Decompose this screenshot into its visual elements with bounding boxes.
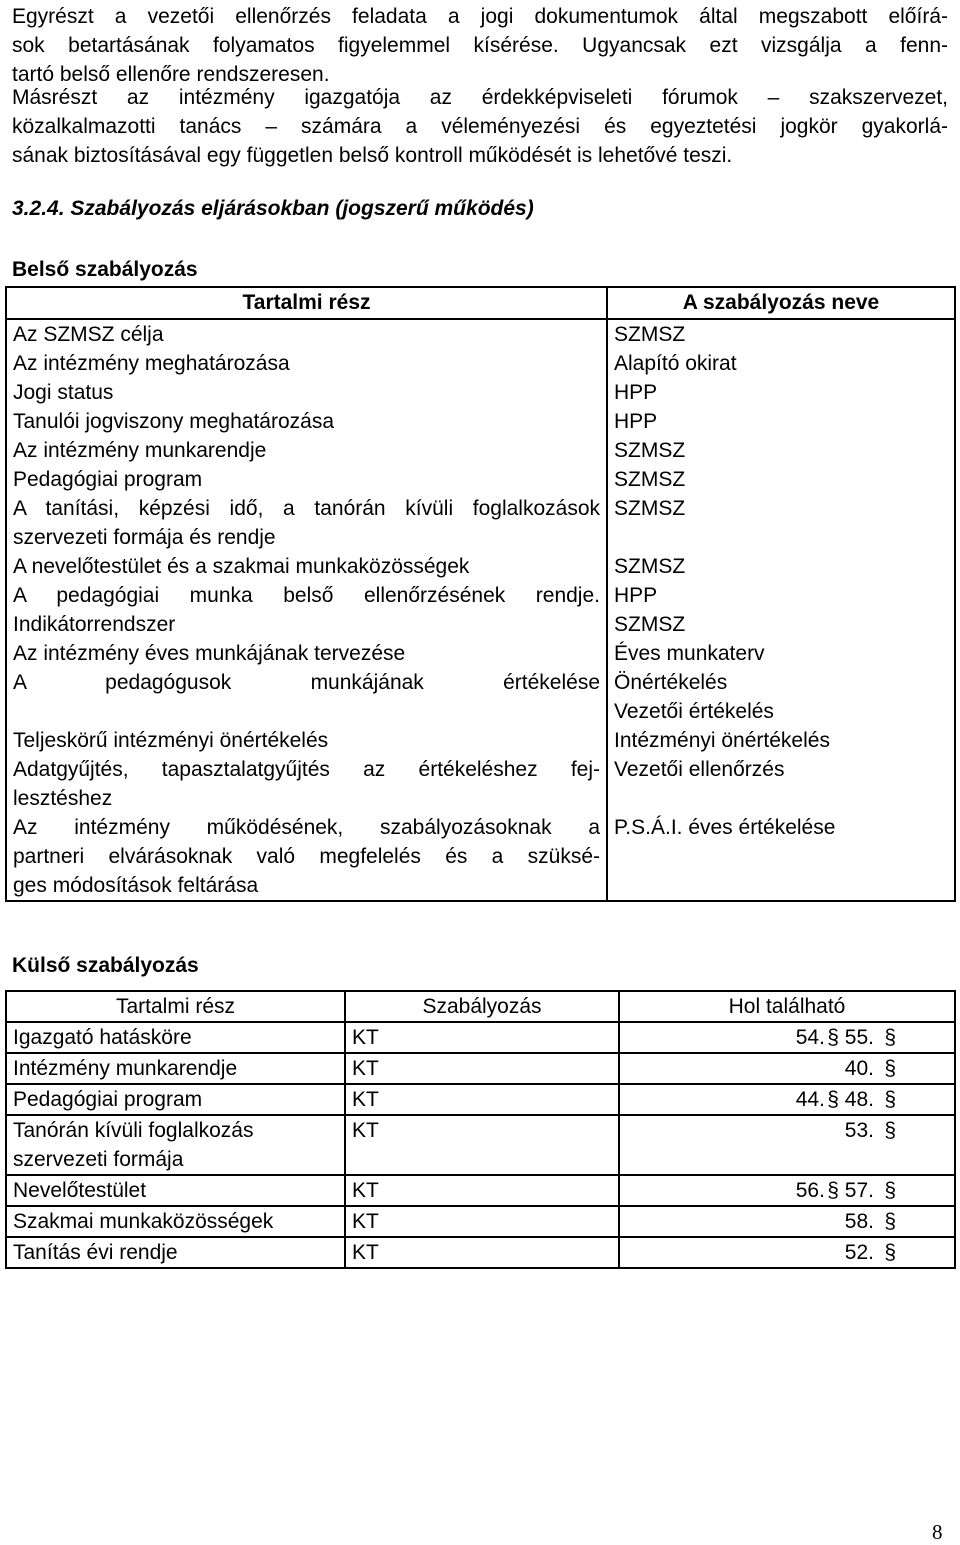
cell-line: A nevelőtestület és a szakmai munkaközösségek [13, 555, 470, 578]
cell-line: A pedagógusok munkájának értékelése [13, 671, 600, 694]
section-number: 40. [844, 1057, 874, 1080]
cell-line: Tanulói jogviszony meghatározása [13, 410, 335, 433]
content-cell [6, 581, 607, 639]
section-number: 55. [844, 1026, 874, 1049]
cell-line: HPP [614, 410, 658, 433]
cell-line: Pedagógiai program [13, 468, 203, 491]
cell-line [13, 697, 600, 726]
location-cell [619, 1084, 955, 1115]
cell-line: Tanórán kívüli foglalkozás [13, 1119, 254, 1142]
cell-line: A tanítási, képzési idő, a tanórán kívüli foglalkozások [13, 497, 600, 520]
cell-line: szervezeti formája és rendje [13, 526, 276, 549]
section-sign: § [884, 1026, 896, 1049]
regulation-name-cell [607, 465, 955, 494]
location-cell [619, 1237, 955, 1268]
cell-line: P.S.Á.I. éves értékelése [614, 816, 836, 839]
content-cell [6, 755, 607, 813]
regulation-name-cell [607, 494, 955, 552]
section-sign: § [884, 1179, 896, 1202]
table-row [6, 378, 955, 407]
cell-line: Az intézmény éves munkájának tervezése [13, 642, 406, 665]
table-row [6, 1115, 955, 1175]
section-sign: § [884, 1088, 896, 1111]
regulation-name-cell [607, 319, 955, 349]
location-cell [619, 1022, 955, 1053]
section-number: 54. [795, 1026, 825, 1049]
content-cell [6, 1206, 345, 1237]
regulation-name-cell [607, 407, 955, 436]
regulation-cell: KT [345, 1053, 619, 1084]
cell-line: Jogi status [13, 381, 114, 404]
content-cell [6, 1237, 345, 1268]
regulation-name-cell [607, 813, 955, 901]
cell-line: Nevelőtestület [13, 1179, 147, 1202]
section-sign: § [884, 1057, 896, 1080]
section-number: 57. [844, 1179, 874, 1202]
cell-line: Adatgyűjtés, tapasztalatgyűjtés az értékeléshez fej- [13, 758, 600, 781]
section-heading: 3.2.4. Szabályozás eljárásokban (jogszerű működés) [12, 197, 534, 220]
content-cell [6, 1022, 345, 1053]
section-number: 56. [795, 1179, 825, 1202]
content-cell [6, 726, 607, 755]
content-cell [6, 465, 607, 494]
cell-line: HPP [614, 381, 658, 404]
text-line: sok betartásának folyamatos figyelemmel kísérése. Ugyancsak ezt vizsgálja a fenn- [12, 34, 948, 57]
section-number: 52. [844, 1241, 874, 1264]
cell-line: Az intézmény meghatározása [13, 352, 290, 375]
location-cell [619, 1206, 955, 1237]
content-cell [6, 552, 607, 581]
table-row [6, 1053, 955, 1084]
section-sign: § [827, 1026, 839, 1049]
regulation-cell: KT [345, 1084, 619, 1115]
table-row [6, 639, 955, 668]
outer-regulation-title: Külső szabályozás [12, 954, 199, 977]
table-row [6, 1237, 955, 1268]
table-row [6, 1084, 955, 1115]
cell-line: ges módosítások feltárása [13, 874, 259, 897]
cell-line: Vezetői értékelés [614, 700, 774, 723]
section-sign: § [884, 1241, 896, 1264]
table-row [6, 1022, 955, 1053]
cell-line: Éves munkaterv [614, 642, 765, 665]
table-row [6, 1206, 955, 1237]
content-cell [6, 1115, 345, 1175]
content-cell [6, 436, 607, 465]
table-header-row [6, 991, 955, 1022]
section-number: 48. [844, 1088, 874, 1111]
cell-line: Az intézmény munkarendje [13, 439, 267, 462]
cell-line: HPP [614, 584, 658, 607]
regulation-cell: KT [345, 1237, 619, 1268]
cell-line: szervezeti formája [13, 1148, 184, 1171]
column-header-regulation: Szabályozás [345, 991, 619, 1022]
regulation-name-cell [607, 726, 955, 755]
text-line: Másrészt az intézmény igazgatója az érdekképviseleti fórumok – szakszervezet, [12, 86, 948, 109]
column-header-content: Tartalmi rész [6, 991, 345, 1022]
table-row [6, 726, 955, 755]
cell-line: Teljeskörű intézményi önértékelés [13, 729, 329, 752]
regulation-name-cell [607, 349, 955, 378]
cell-line: Pedagógiai program [13, 1088, 203, 1111]
content-cell [6, 1053, 345, 1084]
cell-line: A pedagógiai munka belső ellenőrzésének rendje. [13, 584, 600, 607]
content-cell [6, 1175, 345, 1206]
content-cell [6, 378, 607, 407]
cell-line: SZMSZ [614, 468, 686, 491]
section-number: 44. [795, 1088, 825, 1111]
table-row [6, 349, 955, 378]
section-sign: § [827, 1088, 839, 1111]
cell-line: Intézmény munkarendje [13, 1057, 238, 1080]
table-row [6, 813, 955, 901]
section-sign: § [827, 1179, 839, 1202]
text-line: Egyrészt a vezetői ellenőrzés feladata a jogi dokumentumok által megszabott előírá- [12, 5, 948, 28]
regulation-cell: KT [345, 1175, 619, 1206]
cell-line: lesztéshez [13, 787, 113, 810]
section-number: 58. [844, 1210, 874, 1233]
table-row [6, 319, 955, 349]
content-cell [6, 407, 607, 436]
regulation-name-cell [607, 552, 955, 581]
cell-line: SZMSZ [614, 613, 686, 636]
regulation-name-cell [607, 436, 955, 465]
regulation-name-cell [607, 378, 955, 407]
table-header-row [6, 287, 955, 319]
intro-paragraph-1 [12, 2, 948, 89]
cell-line: partneri elvárásoknak való megfelelés és a szüksé- [13, 845, 600, 868]
content-cell [6, 639, 607, 668]
regulation-name-cell [607, 755, 955, 813]
content-cell [6, 813, 607, 901]
cell-line: Szakmai munkaközösségek [13, 1210, 274, 1233]
content-cell [6, 319, 607, 349]
location-cell [619, 1175, 955, 1206]
cell-line: SZMSZ [614, 555, 686, 578]
text-line: közalkalmazotti tanács – számára a véleményezési és egyeztetési jogkör gyakorlá- [12, 115, 948, 138]
cell-line: SZMSZ [614, 323, 686, 346]
table-row [6, 407, 955, 436]
column-header-regulation-name: A szabályozás neve [607, 287, 955, 319]
cell-line: Az intézmény működésének, szabályozásoknak a [13, 816, 600, 839]
cell-line: Igazgató hatásköre [13, 1026, 192, 1049]
cell-line: Önértékelés [614, 671, 728, 694]
cell-line: SZMSZ [614, 497, 686, 520]
cell-line: SZMSZ [614, 439, 686, 462]
inner-regulation-table [5, 286, 956, 902]
content-cell [6, 349, 607, 378]
regulation-cell: KT [345, 1206, 619, 1237]
table-row [6, 552, 955, 581]
table-row [6, 465, 955, 494]
table-row [6, 1175, 955, 1206]
regulation-name-cell [607, 639, 955, 668]
cell-line: Vezetői ellenőrzés [614, 758, 785, 781]
inner-regulation-title: Belső szabályozás [12, 258, 198, 281]
cell-line: Az SZMSZ célja [13, 323, 164, 346]
section-sign: § [884, 1210, 896, 1233]
column-header-location: Hol található [619, 991, 955, 1022]
content-cell [6, 1084, 345, 1115]
content-cell [6, 494, 607, 552]
regulation-cell: KT [345, 1115, 619, 1175]
table-row [6, 755, 955, 813]
section-sign: § [884, 1119, 896, 1142]
section-number: 53. [844, 1119, 874, 1142]
page-number: 8 [932, 1520, 943, 1544]
regulation-name-cell [607, 581, 955, 639]
cell-line: Alapító okirat [614, 352, 737, 375]
table-row [6, 668, 955, 726]
table-row [6, 494, 955, 552]
cell-line: Indikátorrendszer [13, 613, 176, 636]
table-row [6, 436, 955, 465]
content-cell [6, 668, 607, 726]
table-row [6, 581, 955, 639]
text-line: tartó belső ellenőre rendszeresen. [12, 63, 330, 86]
regulation-name-cell [607, 668, 955, 726]
cell-line: Intézményi önértékelés [614, 729, 830, 752]
location-cell [619, 1115, 955, 1175]
location-cell [619, 1053, 955, 1084]
cell-line: Tanítás évi rendje [13, 1241, 178, 1264]
text-line: sának biztosításával egy független belső kontroll működését is lehetővé teszi. [12, 144, 733, 167]
regulation-cell: KT [345, 1022, 619, 1053]
intro-paragraph-2 [12, 83, 948, 170]
column-header-content: Tartalmi rész [6, 287, 607, 319]
outer-regulation-table [5, 990, 956, 1269]
